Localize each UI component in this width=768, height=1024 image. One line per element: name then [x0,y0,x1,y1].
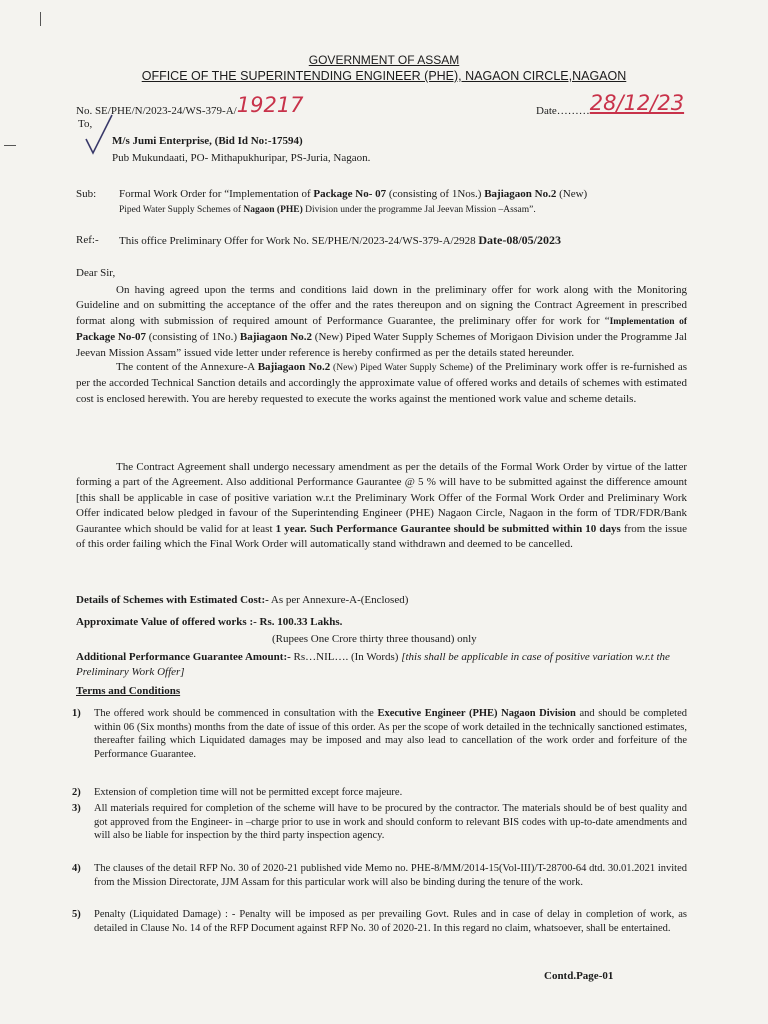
additional-note: [this shall be applicable in case of positive variation w.r.t the Preliminary Work Offer] [76,651,670,678]
letter-number-label: No. SE/PHE/N/2023-24/WS-379-A/ [76,105,237,117]
term-text: All materials required for completion of the scheme will have to be procured by the contractor. The materials should be of best quality and got approved from the Engineer- in –charge prior to use in work and should conform to relevant BIS codes with up-to-date amendments and will also be liable for inspection by the third party inspection agency. [94,803,687,841]
term-number: 2) [72,787,81,798]
addressee-name: M/s Jumi Enterprise, (Bid Id No:-17594) [112,135,303,147]
subject-part: Formal Work Order for “Implementation of [119,188,314,200]
paragraph-text: ) of the Preliminary work offer is re-furnished as per the accorded Technical Sanction details and accordingly the approximate value of offered works and details of schemes with estimated cost is enclosed herewith. You are hereby requested to execute the works against the mentioned work value and scheme details. [76,361,687,405]
paragraph-text: The Contract Agreement shall undergo necessary amendment as per the details of the Formal Work Order by virtue of the latter forming a part of the Agreement. Also additional Performance Gaurantee @ 5 % will have to be submitted against the difference amount [this shall be applicable in case of positive variation w.r.t the Preliminary Work Offer of the Formal Work Order and Preliminary Work Offer indicated below pledged in favour of the Superintending Engineer (PHE) Nagaon Circle, Nagaon in the form of TDR/FDR/Bank Gaurantee which should be valid for at least [76,461,687,535]
term-number: 3) [72,803,81,814]
paragraph-text: from the issue of this order failing which the Final Work Order will automatically stand withdrawn and deemed to be cancelled. [76,522,687,551]
continued-footer: Contd.Page-01 [544,970,614,982]
details-label: Details of Schemes with Estimated Cost:- [76,594,269,606]
subject-text [119,187,687,218]
paragraph-3 [76,460,687,552]
term-emphasis: Executive Engineer (PHE) Nagaon Division [377,708,576,719]
paragraph-emphasis: 1 year. Such Performance Gaurantee should be submitted within 10 days [275,522,621,535]
approx-value-words: (Rupees One Crore thirty three thousand) only [272,633,477,645]
terms-heading: Terms and Conditions [76,685,181,697]
term-item [72,862,687,889]
approx-value: Approximate Value of offered works :- Rs. 100.33 Lakhs. [76,616,343,628]
term-item [72,908,687,935]
salutation: Dear Sir, [76,267,116,279]
scan-mark [4,145,16,146]
additional-guarantee [76,650,687,680]
details-line [76,593,408,608]
subject-package: Package No- 07 [313,188,387,200]
term-number: 5) [72,909,81,920]
reference-date: Date-08/05/2023 [478,233,561,247]
paragraph-text: (New) Piped Water Supply Scheme [330,363,470,373]
scan-mark [40,12,41,26]
term-item [72,786,687,800]
paragraph-scheme: Bajiagaon No.2 [257,361,331,373]
paragraph-text: Implementation of [609,316,688,327]
additional-value: Rs…NIL…. (In Words) [290,651,402,663]
subject-label: Sub: [76,188,97,200]
details-value: As per Annexure-A-(Enclosed) [268,594,409,606]
reference-text [119,233,699,249]
letter-date-label: Date……… [536,105,590,117]
reference-body: This office Preliminary Offer for Work No. SE/PHE/N/2023-24/WS-379-A/2928 [119,235,479,247]
term-number: 4) [72,863,81,874]
term-text: and should be completed within 06 (Six months) months from the date of issue of this order. As per the scope of work detailed in the technically sanctioned estimates, thereafter failing which Liquidated damages may be imposed and may also lead to cancellation of the work order and forfeiture of the Performance Guarantee. [94,708,688,760]
subject-part: (New) [556,188,588,200]
paragraph-text: On having agreed upon the terms and conditions laid down in the preliminary offer for work along with the Monitoring Guideline and on submitting the acceptance of the offer and the rates thereupon and on signing the Contract Agreement in prescribed format along with submission of required amount of Performance Guarantee, the preliminary offer for work for “ [76,284,687,327]
letter-date-handwritten: 28/12/23 [589,91,685,115]
letter-date [536,91,685,119]
paragraph-text: (New) Piped Water Supply Schemes of Morigaon Division under the Programme Jal Jeevan Mission Assam” issued vide letter under reference is hereby confirmed as per the details stated hereunder. [76,331,687,359]
subject-scheme: Bajiagaon No.2 [484,188,557,200]
term-item [72,802,687,843]
header-government: GOVERNMENT OF ASSAM [308,53,460,67]
subject-part: Piped Water Supply Schemes of [119,205,244,215]
term-text: The clauses of the detail RFP No. 30 of 2020-21 published vide Memo no. PHE-8/MM/2014-15(Vol-III)/T-28700-64 dtd. 30.01.2021 invited from the Mission Directorate, JJM Assam for this particular work will also be binding during the tenure of the work. [94,863,687,888]
paragraph-package: Package No-07 [76,331,146,344]
subject-part: (consisting of 1Nos.) [386,188,485,200]
tick-mark-icon [84,113,114,155]
term-item [72,707,688,761]
paragraph-1 [76,283,687,361]
reference-label: Ref:- [76,234,99,246]
term-text: Penalty (Liquidated Damage) : - Penalty will be imposed as per prevailing Govt. Rules and in case of delay in completion of work, as detailed in Clause No. 14 of the RFP Document against RFP No. 30 of 2020-21. In this regard no claim, whatsoever, shall be entertained. [94,909,687,934]
paragraph-text: (consisting of 1No.) [145,331,240,344]
term-text: Extension of completion time will not be permitted except force majeure. [94,787,403,798]
paragraph-2 [76,360,687,407]
header-office: OFFICE OF THE SUPERINTENDING ENGINEER (PHE), NAGAON CIRCLE,NAGAON [141,69,627,83]
letter-number-handwritten: 19217 [236,93,304,117]
subject-division: Nagaon (PHE) [243,205,303,215]
paragraph-scheme: Bajiagaon No.2 [239,331,313,344]
addressee-address: Pub Mukundaati, PO- Mithapukhuripar, PS-Juria, Nagaon. [112,152,371,164]
additional-label: Additional Performance Guarantee Amount:- [76,651,291,663]
subject-part: Division under the programme Jal Jeevan Mission –Assam”. [302,205,536,215]
term-number: 1) [72,708,81,719]
term-text: The offered work should be commenced in consultation with the [94,708,378,719]
paragraph-text: The content of the Annexure-A [116,361,258,373]
to-label: To, [78,118,93,130]
